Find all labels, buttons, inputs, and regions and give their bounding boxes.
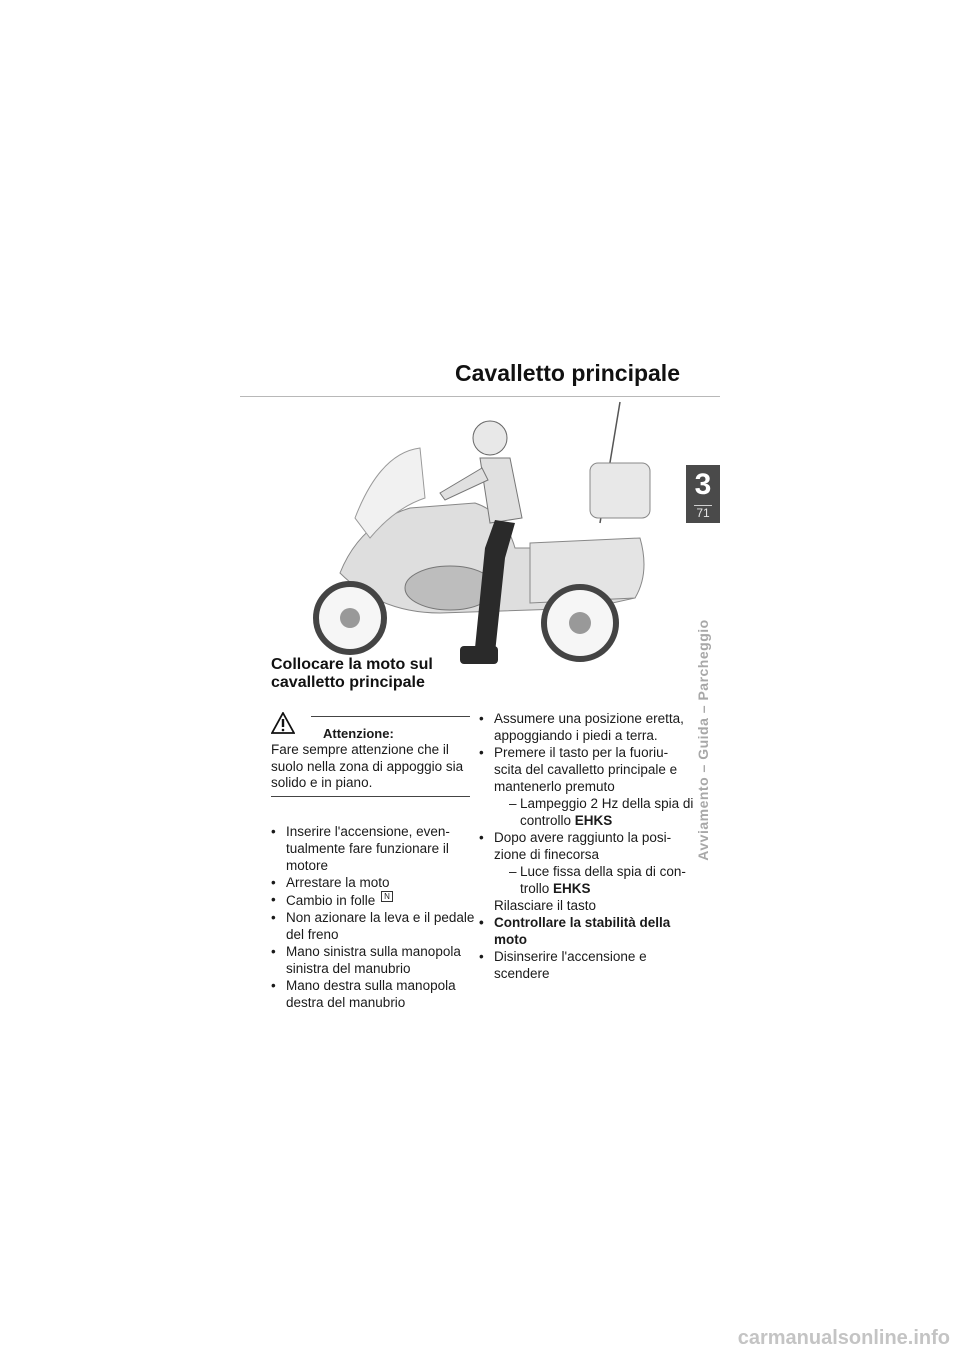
- chapter-side-label: Avviamento – Guida – Parcheggio: [695, 619, 711, 861]
- step-text: Dopo avere raggiunto la posi-zione di finecorsa: [494, 830, 672, 862]
- step-item: • Inserire l'accensione, even-tualmente fare funzionare il motore: [271, 823, 486, 874]
- step-item: • Assumere una posizione eretta, appoggiando i piedi a terra.: [479, 710, 694, 744]
- step-subitem-text: Luce fissa della spia di con-trollo: [520, 864, 686, 896]
- title-divider: [240, 396, 720, 397]
- page-number: 71: [696, 506, 710, 520]
- step-item: • Controllare la stabilità della moto: [479, 914, 694, 948]
- step-item: [479, 829, 694, 897]
- step-subitem: [494, 863, 694, 897]
- warning-box: [271, 712, 470, 797]
- chapter-tab: [686, 465, 720, 523]
- chapter-divider: [694, 505, 712, 506]
- step-item: [479, 744, 694, 829]
- warning-top-rule: [311, 716, 470, 717]
- warning-triangle-icon: [271, 712, 295, 734]
- indicator-name: EHKS: [574, 813, 613, 828]
- warning-title: Attenzione:: [323, 726, 394, 741]
- chapter-number: 3: [694, 468, 712, 501]
- step-item: [271, 891, 486, 909]
- step-item: • Arrestare la moto: [271, 874, 486, 891]
- motorcycle-illustration: [300, 398, 660, 670]
- indicator-name: EHKS: [553, 881, 591, 896]
- step-subitem-text: Lampeggio 2 Hz della spia di controllo: [520, 796, 694, 828]
- neutral-gear-icon: N: [381, 891, 393, 902]
- step-item: • Mano destra sulla manopola destra del manubrio: [271, 977, 486, 1011]
- left-steps: [271, 823, 486, 1011]
- step-item: • Non azionare la leva e il pedale del freno: [271, 909, 486, 943]
- section-heading: [271, 656, 471, 692]
- step-continuation: Rilasciare il tasto: [494, 898, 597, 913]
- step-text: Premere il tasto per la fuoriu-scita del cavalletto principale e mantenerlo premuto: [494, 745, 678, 794]
- step-text: Cambio in folle: [286, 893, 376, 908]
- section-heading-line2: cavalletto principale: [271, 674, 425, 691]
- step-item: • Mano sinistra sulla manopola sinistra del manubrio: [271, 943, 486, 977]
- warning-text: Fare sempre attenzione che il suolo nella zona di appoggio sia solido e in piano.: [271, 742, 470, 797]
- step-subitem: [494, 795, 694, 829]
- step-item: • Disinserire l'accensione e scendere: [479, 948, 694, 982]
- right-steps: [479, 710, 694, 982]
- watermark: carmanualsonline.info: [737, 1327, 950, 1349]
- page-title: Cavalletto principale: [455, 360, 680, 386]
- section-heading-line1: Collocare la moto sul: [271, 656, 433, 673]
